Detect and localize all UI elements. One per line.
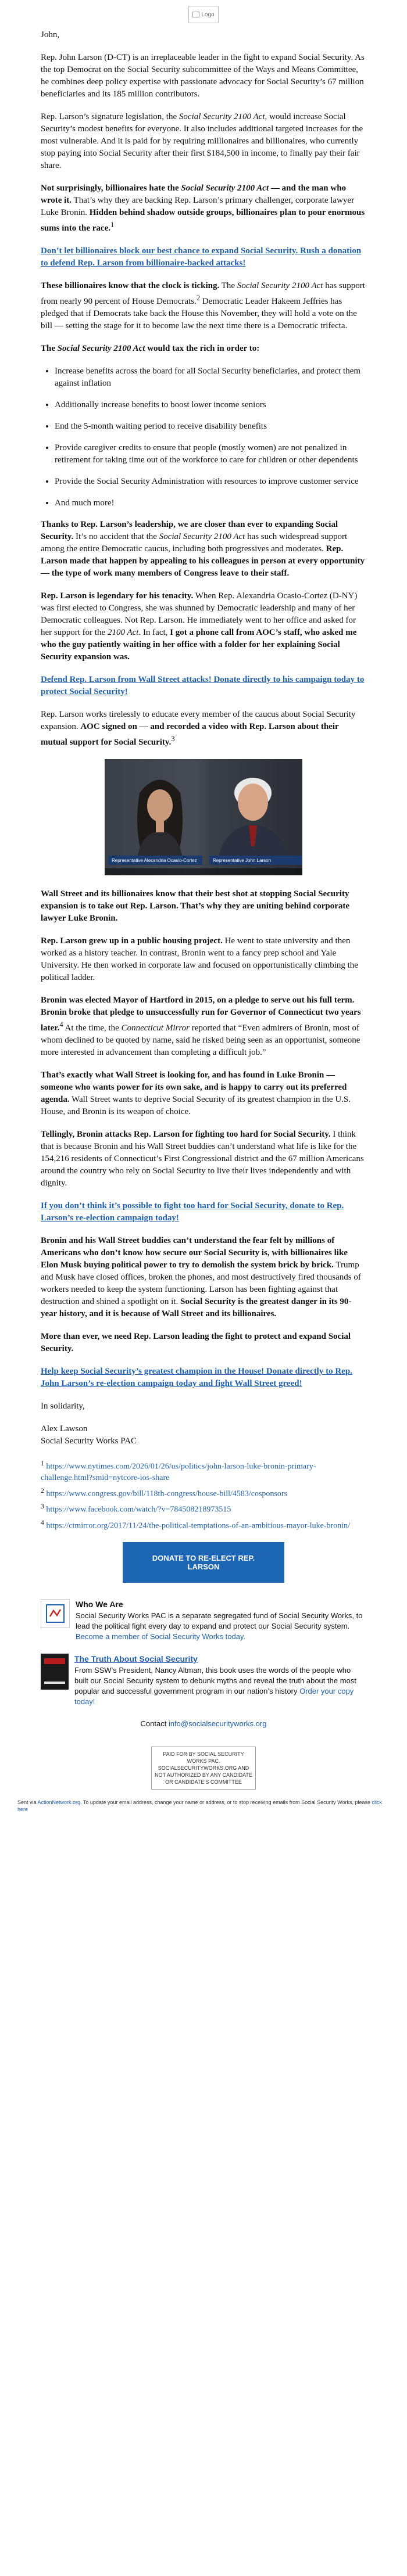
footnote-number: 4: [41, 1518, 44, 1526]
text: When Rep. Alexandria Ocasio-Cortez (D-NY) was first elected to Congress, she was shunned by Democratic leadership and many of her Democratic colleagues. Not Rep. Larson. He immediately went to her office and asked for her support for the: [41, 591, 358, 637]
video-thumbnail[interactable]: [105, 759, 302, 875]
book-cover-line: [44, 1682, 65, 1684]
donate-button-wrap: [41, 1542, 366, 1583]
footnote-ref: 1: [110, 221, 115, 229]
footer: [41, 1599, 366, 1790]
bill-name: 2100 Act: [107, 628, 139, 637]
paragraph-1: Rep. John Larson (D-CT) is an irreplaceable leader in the fight to expand Social Security. As the top Democrat on the Social Security subcommittee of the Ways and Means Committee, he combines deep policy expertise with passionate advocacy for Social Security’s 67 million beneficiaries and its 185 million contributors.: [41, 53, 365, 99]
text: Rep. Larson’s signature legislation, the: [41, 112, 179, 121]
paragraph-4: [41, 280, 366, 332]
bold-text: Bronin and his Wall Street buddies can’t understand the fear felt by millions of Americans who don’t know how secure our Social Security is, with billionaires like Elon Musk buying political power to try to demolish the system brick by brick.: [41, 1236, 348, 1270]
text: Rep. Larson works tirelessly to educate every member of the caucus about Social Security expansion.: [41, 710, 356, 731]
unsubscribe-notice: [17, 1799, 390, 1813]
donate-link-4[interactable]: Help keep Social Security’s greatest champion in the House! Donate directly to Rep. John Larson’s re-election campaign today and fight Wall Street greed!: [41, 1367, 352, 1388]
ssw-logo-thumbnail: [41, 1599, 70, 1628]
broken-image-icon: [192, 12, 199, 17]
text: From SSW’s President, Nancy Altman, this book uses the words of the people who built our Social Security system to debunk myths and reveal the truth about the most popular and successful government program in our nation’s history: [74, 1665, 356, 1695]
signer-org: Social Security Works PAC: [41, 1436, 137, 1446]
list-item: • And much more!: [55, 497, 366, 509]
donate-link-3[interactable]: If you don’t think it’s possible to fight too hard for Social Security, donate to Rep. Larson’s re-election campaign today!: [41, 1201, 344, 1223]
text: , would increase Social Security’s modest benefits for everyone. It also includes additional targeted increases for the most vulnerable. And it is paid for by requiring millionaires and billionaires, who currently stop paying into Social Security after their first $184,500 in income, to finally pay their fair share.: [41, 112, 363, 170]
bold-text: Tellingly, Bronin attacks Rep. Larson for fighting too hard for Social Security.: [41, 1130, 331, 1139]
text: . In fact,: [138, 628, 170, 637]
bold-text: Rep. Larson grew up in a public housing project.: [41, 936, 223, 946]
footnote-number: 3: [41, 1503, 44, 1511]
footnote: [41, 1501, 366, 1515]
text: Not surprisingly, billionaires hate the: [41, 184, 181, 193]
bold-text: Rep. Larson made that happen by appealing to his colleagues in person at every opportunity — the type of work many members of Congress leave to their staff.: [41, 544, 365, 578]
who-we-are-text: [76, 1599, 366, 1642]
paragraph-7: [41, 590, 366, 663]
bill-name: Social Security 2100 Act: [57, 344, 145, 353]
contact-line: [41, 1719, 366, 1729]
paragraph-9: [41, 888, 366, 925]
footnote: [41, 1485, 366, 1500]
footnote: [41, 1458, 366, 1483]
bold-text: Thanks to Rep. Larson’s leadership, we are closer than ever to expanding Social Security.: [41, 520, 338, 541]
publication-name: Connecticut Mirror: [121, 1023, 190, 1033]
unsubscribe-link[interactable]: click here: [17, 1799, 382, 1812]
signer-name: Alex Lawson: [41, 1424, 88, 1433]
text: Sent via: [17, 1799, 38, 1805]
paragraph-6: [41, 519, 366, 580]
book-section: [41, 1654, 366, 1707]
footnote-ref: 2: [196, 294, 201, 302]
text: would tax the rich in order to:: [145, 344, 260, 353]
contact-label: Contact: [140, 1719, 169, 1728]
who-we-are-title: Who We Are: [76, 1599, 123, 1609]
who-we-are-section: [41, 1599, 366, 1642]
text: Wall Street wants to deprive Social Security of its greatest champion in the U.S. House, and Bronin is its weapon of choice.: [41, 1095, 351, 1116]
header-logo: [188, 6, 219, 23]
bold-text: These billionaires know that the clock is ticking.: [41, 281, 220, 290]
order-book-link[interactable]: Order your copy today!: [74, 1686, 354, 1706]
donate-button[interactable]: DONATE TO RE-ELECT REP. LARSON: [123, 1542, 284, 1583]
bold-text: Bronin was elected Mayor of Hartford in 2015, on a pledge to serve out his full term. Bronin broke that pledge to unsuccessfully run for Governor of Connecticut two years later.: [41, 996, 361, 1033]
bold-text: Hidden behind shadow outside groups, billionaires plan to pour enormous sums into the race.: [41, 208, 365, 233]
footnote-ref: 4: [59, 1021, 63, 1029]
text: — and the man who wrote it.: [41, 184, 347, 205]
paragraph-15: [41, 1331, 366, 1355]
paragraph-13: [41, 1129, 366, 1190]
text: Democratic Leader Hakeem Jeffries has pledged that if Democrats take back the House this November, they will hold a vote on the bill — setting the stage for it to become law the next time there is a Democratic trifecta.: [41, 297, 357, 330]
list-item: • Additionally increase benefits to boost lower income seniors: [55, 399, 366, 411]
footnote-link[interactable]: https://www.facebook.com/watch/?v=784508218973515: [46, 1505, 231, 1514]
bill-name: Social Security 2100 Act: [178, 112, 265, 121]
action-network-link[interactable]: ActionNetwork.org: [37, 1799, 81, 1805]
video-controls-bar: [105, 868, 302, 875]
paragraph-2: [41, 111, 366, 172]
logo-alt-text: Logo: [201, 11, 215, 18]
bold-text: More than ever, we need Rep. Larson leading the fight to protect and expand Social Security.: [41, 1332, 351, 1353]
bold-text: AOC signed on — and recorded a video with Rep. Larson about their mutual support for Social Security.: [41, 722, 339, 747]
list-item: • Increase benefits across the board for all Social Security beneficiaries, and protect them against inflation: [55, 365, 366, 390]
book-cover-band: [44, 1658, 65, 1664]
donate-link-2[interactable]: Defend Rep. Larson from Wall Street attacks! Donate directly to his campaign today to protect Social Security!: [41, 675, 365, 696]
footnote: [41, 1517, 366, 1532]
text: reported that “Even admirers of Bronin, most of whom declined to be quoted by name, said he risked being seen as an opportunist, someone more interested in advancement than completing a difficult job.”: [41, 1023, 360, 1057]
paragraph-12: [41, 1069, 366, 1118]
bill-provisions-list: [41, 365, 366, 509]
text: I think that is because Bronin and his Wall Street buddies can’t understand what life is like for the 154,216 residents of Connecticut’s First Congressional district and the 67 million Americans around the country who rely on Social Security to live their lives independently and with dignity.: [41, 1130, 364, 1188]
text: has such widespread support among the entire Democratic caucus, including both progressives and moderates.: [41, 532, 348, 554]
paragraph-3: [41, 182, 366, 235]
text: has support from nearly 90 percent of House Democrats.: [41, 281, 365, 306]
list-item: • Provide the Social Security Administration with resources to improve customer service: [55, 476, 366, 488]
footnote-number: 1: [41, 1460, 44, 1467]
bold-text: I got a phone call from AOC’s staff, who asked me who the guy patiently waiting in her office with a folder for her explaining Social Security expansion was.: [41, 628, 357, 662]
text: . To update your email address, change your name or address, or to stop receiving emails from Social Security Works, please: [80, 1799, 372, 1805]
text: It’s no accident that the: [73, 532, 159, 541]
video-label-left: Representative Alexandria Ocasio-Cortez: [108, 856, 202, 865]
bold-text: Rep. Larson is legendary for his tenacity.: [41, 591, 194, 601]
list-item: • Provide caregiver credits to ensure that people (mostly women) are not penalized in retirement for taking time out of the workforce to care for children or other dependents: [55, 442, 366, 466]
footnote-link[interactable]: https://www.nytimes.com/2026/01/26/us/politics/john-larson-luke-bronin-primary-challenge.html?smid=nytcore-ios-share: [41, 1462, 316, 1482]
bold-text: [41, 344, 259, 353]
bill-name: Social Security 2100 Act: [159, 532, 245, 541]
paragraph-14: [41, 1235, 366, 1320]
footnote-link[interactable]: https://www.congress.gov/bill/118th-congress/house-bill/4583/cosponsors: [46, 1489, 287, 1499]
text: At the time, the: [63, 1023, 122, 1033]
bill-name: Social Security 2100 Act: [181, 184, 269, 193]
ssw-logo-icon: [45, 1604, 65, 1623]
text: Trump and Musk have closed offices, broken the phones, and most destructively fired thousands of workers needed to keep the system functioning. Larson has been fighting against that destruction and shined a spotlight on it.: [41, 1260, 361, 1306]
book-text: [74, 1654, 366, 1707]
footnote-ref: 3: [171, 735, 175, 743]
text: He went to state university and then worked as a history teacher. In contrast, Bronin went to a fancy prep school and Yale University. He then worked in corporate law and focused on opportunistically climbing the political ladder.: [41, 936, 358, 982]
paragraph-5: [41, 343, 366, 355]
greeting: John,: [41, 30, 60, 39]
bill-name: Social Security 2100 Act: [237, 281, 323, 290]
footnote-number: 2: [41, 1486, 44, 1494]
book-title-link[interactable]: The Truth About Social Security: [74, 1654, 198, 1664]
paragraph-8: [41, 709, 366, 749]
text: That’s why they are backing Rep. Larson’s primary challenger, corporate lawyer Luke Bronin.: [41, 196, 355, 217]
text: Social Security Works PAC is a separate segregated fund of Social Security Works, to lead the political fight every day to expand and protect our Social Security system.: [76, 1611, 363, 1630]
membership-link[interactable]: Become a member of Social Security Works today.: [76, 1632, 246, 1641]
book-cover-thumbnail[interactable]: [41, 1654, 69, 1690]
person-right-figure: [215, 765, 291, 864]
bold-text: That’s exactly what Wall Street is looking for, and has found in Luke Bronin — someone who wants power for its own sake, and is happy to carry out its preferred agenda.: [41, 1070, 347, 1104]
bold-text: Wall Street and its billionaires know that their best shot at stopping Social Security expansion is to take out Rep. Larson. That’s why they are uniting behind corporate lawyer Luke Bronin.: [41, 889, 350, 923]
contact-email-link[interactable]: info@socialsecurityworks.org: [168, 1719, 267, 1728]
footnotes: [41, 1458, 366, 1532]
text: The: [41, 344, 58, 353]
video-label-right: Representative John Larson: [209, 856, 302, 865]
paragraph-11: [41, 994, 366, 1059]
person-left-figure: [128, 770, 192, 863]
paid-for-disclaimer: PAID FOR BY SOCIAL SECURITY WORKS PAC. SOCIALSECURITYWORKS.ORG AND NOT AUTHORIZED BY ANY CANDIDATE OR CANDIDATE’S COMMITTEE: [151, 1747, 256, 1790]
signoff: In solidarity,: [41, 1402, 85, 1411]
text: The: [219, 281, 237, 290]
donate-link-1[interactable]: Don’t let billionaires block our best chance to expand Social Security. Rush a donation to defend Rep. Larson from billionaire-backed attacks!: [41, 246, 362, 268]
bold-text: Social Security is the greatest danger in its 90-year history, and it is because of Wall Street and its billionaires.: [41, 1297, 352, 1318]
email-body: [41, 29, 366, 1532]
paragraph-10: [41, 935, 366, 984]
footnote-link[interactable]: https://ctmirror.org/2017/11/24/the-political-temptations-of-an-ambitious-mayor-luke-bronin/: [46, 1521, 350, 1530]
signature: [41, 1423, 366, 1447]
list-item: • End the 5-month waiting period to receive disability benefits: [55, 421, 366, 433]
